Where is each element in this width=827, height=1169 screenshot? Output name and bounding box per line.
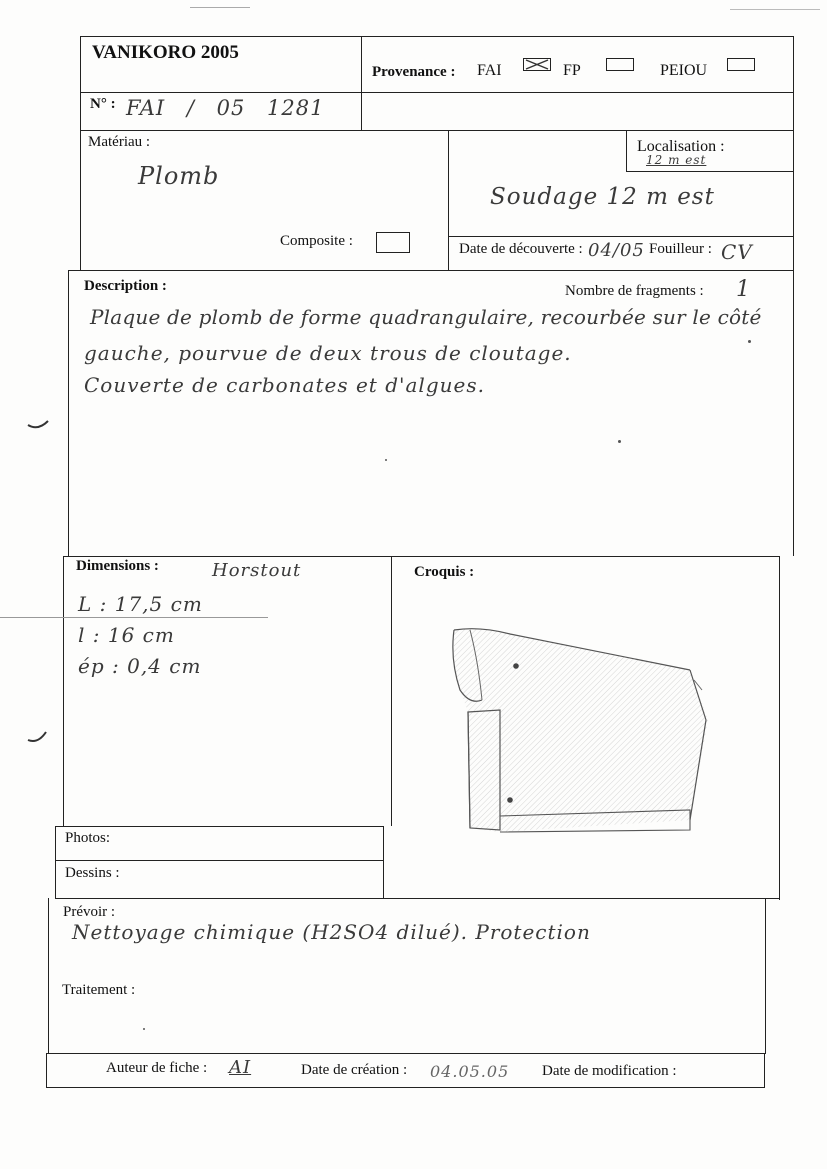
form-title: VANIKORO 2005	[92, 42, 239, 63]
rule	[63, 556, 64, 826]
composite-checkbox[interactable]	[376, 232, 410, 253]
checkbox-peiou[interactable]	[727, 58, 755, 71]
rule	[80, 36, 81, 270]
checkbox-fp[interactable]	[606, 58, 634, 71]
rule	[391, 556, 392, 826]
scan-artifact	[0, 617, 268, 618]
rule	[383, 826, 384, 898]
localisation-value: Soudage 12 m est	[490, 184, 715, 210]
rule	[46, 1053, 765, 1054]
scan-speck	[143, 1028, 145, 1030]
rule	[68, 270, 69, 556]
rule	[448, 236, 794, 237]
provenance-label: Provenance :	[372, 64, 456, 80]
checkbox-fai-checked[interactable]	[523, 58, 551, 71]
discovery-date-value: 04/05	[588, 240, 645, 261]
material-label: Matériau :	[88, 134, 151, 150]
description-line-1: Plaque de plomb de forme quadrangulaire, recourbée sur le côté	[90, 305, 762, 329]
scan-artifact	[730, 9, 820, 10]
planned-label: Prévoir :	[63, 904, 116, 920]
rule	[80, 36, 794, 37]
rule	[626, 171, 794, 172]
composite-label: Composite :	[280, 233, 353, 249]
description-line-3: Couverte de carbonates et d'algues.	[84, 373, 485, 397]
provenance-option-fp: FP	[563, 62, 581, 79]
dimensions-note: Horstout	[212, 560, 302, 581]
photos-label: Photos:	[65, 830, 111, 846]
dimension-thickness: ép : 0,4 cm	[78, 654, 202, 678]
dimension-width: l : 16 cm	[78, 623, 175, 647]
rule	[626, 131, 627, 171]
scan-speck	[385, 459, 387, 461]
provenance-option-peiou: PEIOU	[660, 62, 708, 79]
provenance-option-fai: FAI	[477, 62, 502, 79]
rule	[68, 270, 794, 271]
rule	[80, 92, 794, 93]
scan-artifact	[190, 7, 250, 8]
rule	[764, 1053, 765, 1087]
material-value: Plomb	[138, 162, 220, 190]
fragments-label: Nombre de fragments :	[565, 283, 704, 299]
dimension-length: L : 17,5 cm	[78, 592, 203, 616]
description-label: Description :	[84, 278, 167, 294]
rule	[48, 898, 49, 1054]
creation-date-label: Date de création :	[301, 1062, 408, 1078]
excavator-label: Fouilleur :	[649, 241, 712, 257]
rule	[46, 1087, 765, 1088]
rule	[55, 860, 384, 861]
rule	[765, 898, 766, 1054]
planned-value: Nettoyage chimique (H2SO4 dilué). Protection	[72, 920, 591, 944]
discovery-date-label: Date de découverte :	[459, 241, 583, 257]
dimensions-label: Dimensions :	[76, 558, 159, 574]
treatment-label: Traitement :	[62, 982, 136, 998]
localisation-label: Localisation :	[637, 138, 725, 155]
rule	[80, 130, 794, 131]
rule	[55, 898, 780, 899]
rule	[55, 826, 384, 827]
rule	[63, 556, 780, 557]
scan-speck	[748, 340, 751, 343]
rule	[779, 556, 780, 900]
rule	[448, 130, 449, 270]
number-label: N° :	[90, 96, 116, 112]
rule	[46, 1053, 47, 1087]
sketch-label: Croquis :	[414, 564, 475, 580]
description-line-2: gauche, pourvue de deux trous de cloutage.	[84, 341, 572, 365]
fragments-value: 1	[736, 277, 751, 302]
sketch-drawing	[440, 620, 720, 840]
drawings-label: Dessins :	[65, 865, 120, 881]
binder-hole-mark	[26, 415, 52, 435]
excavator-value: CV	[721, 240, 753, 264]
scan-speck	[618, 440, 621, 443]
rule	[793, 36, 794, 556]
author-label: Auteur de fiche :	[106, 1060, 208, 1076]
check-cross-icon	[524, 59, 550, 70]
rule	[55, 826, 56, 898]
author-value: AI	[229, 1057, 252, 1078]
modification-date-label: Date de modification :	[542, 1063, 677, 1079]
creation-date-value: 04.05.05	[430, 1062, 510, 1081]
rule	[361, 36, 362, 130]
binder-hole-mark	[26, 728, 52, 748]
number-value: FAI / 05 1281	[126, 96, 325, 120]
localisation-value-small: 12 m est	[646, 153, 707, 167]
